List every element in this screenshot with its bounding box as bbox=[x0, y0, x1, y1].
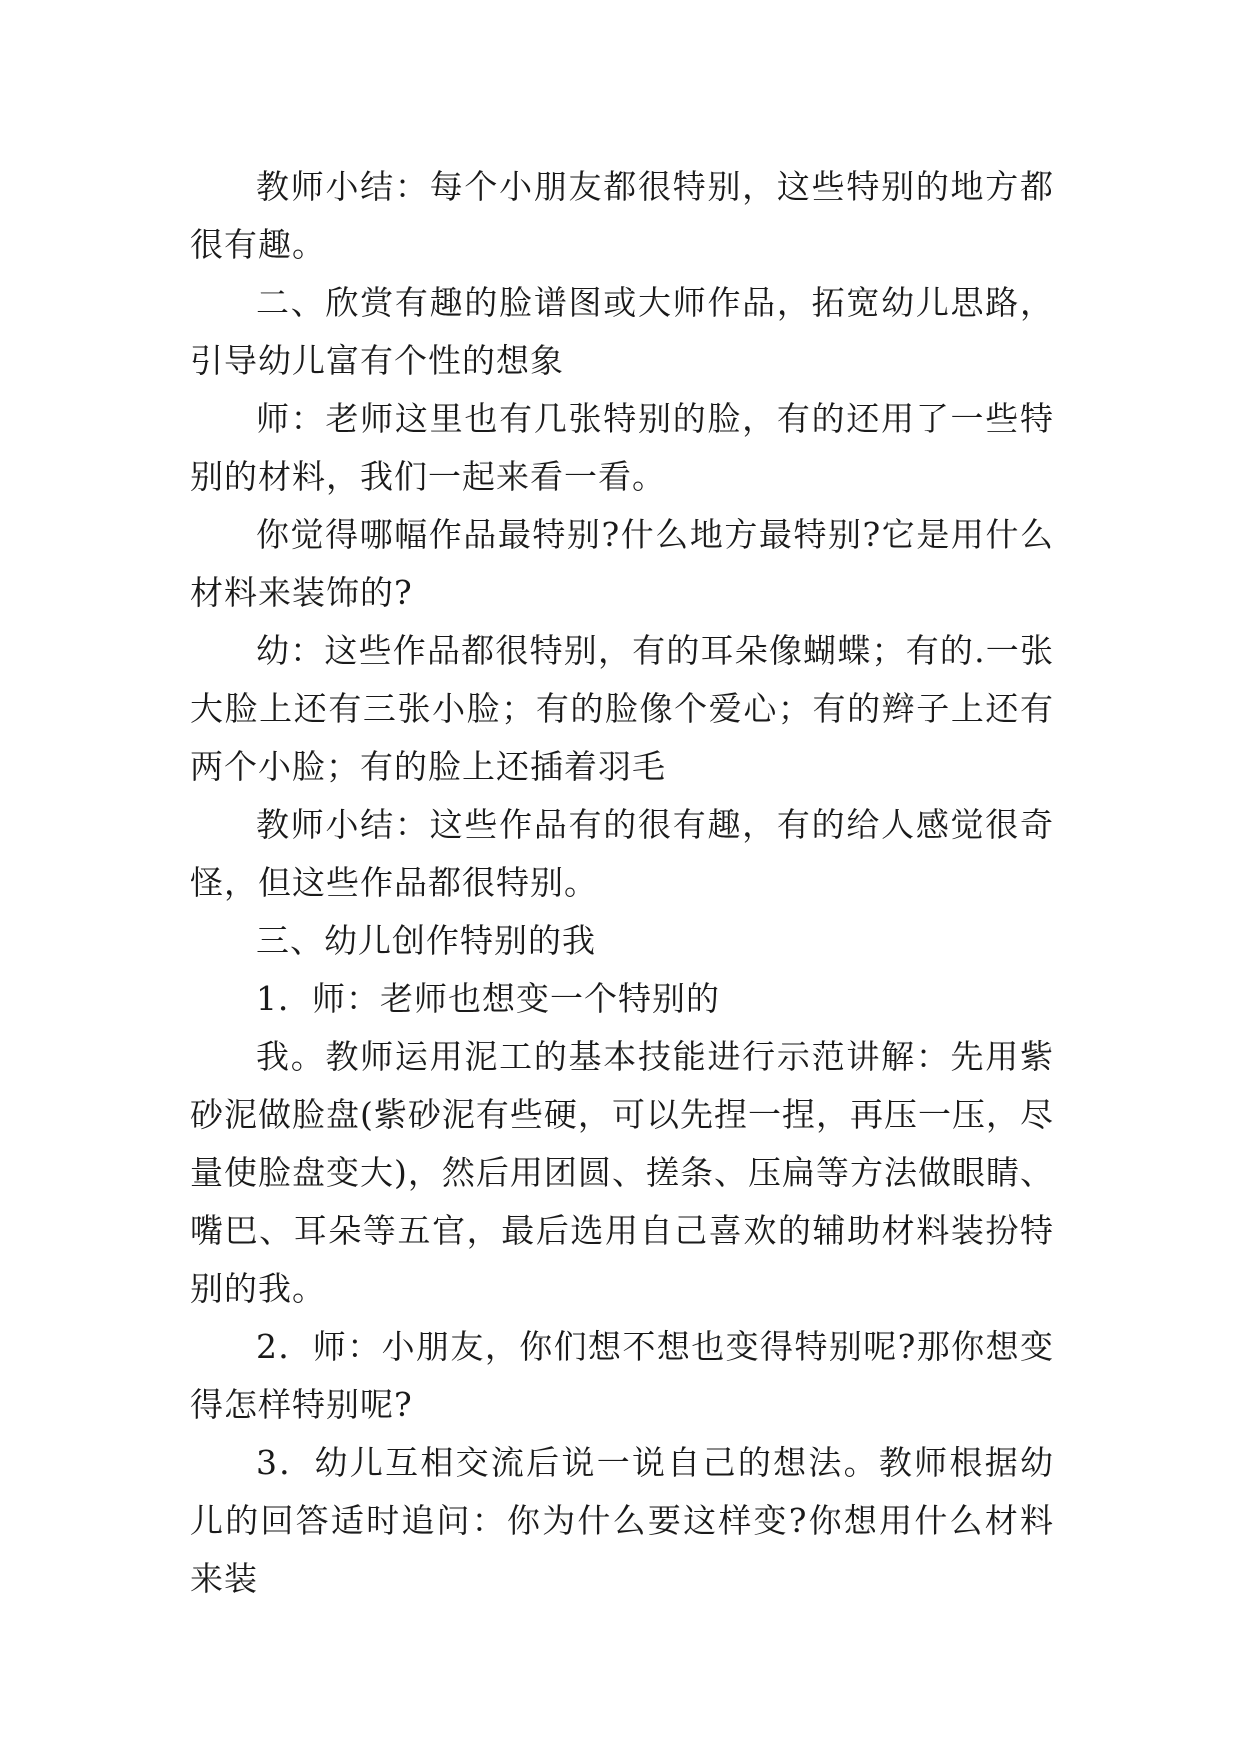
document-body bbox=[190, 158, 1054, 1608]
paragraph-teacher-intro: 师：老师这里也有几张特别的脸，有的还用了一些特别的材料，我们一起来看一看。 bbox=[190, 399, 1054, 496]
paragraph-section-two-heading: 二、欣赏有趣的脸谱图或大师作品，拓宽幼儿思路，引导幼儿富有个性的想象 bbox=[190, 283, 1054, 380]
paragraph-step-1: 1．师：老师也想变一个特别的 bbox=[256, 979, 720, 1018]
paragraph-demonstration: 我。教师运用泥工的基本技能进行示范讲解：先用紫砂泥做脸盘(紫砂泥有些硬，可以先捏一捏，再压一压，尽量使脸盘变大)，然后用团圆、搓条、压扁等方法做眼睛、嘴巴、耳朵等五官，最后选用自己喜欢的辅助材料装扮特别的我。 bbox=[190, 1037, 1054, 1308]
paragraph-step-3: 3．幼儿互相交流后说一说自己的想法。教师根据幼儿的回答适时追问：你为什么要这样变?你想用什么材料来装 bbox=[190, 1443, 1054, 1598]
paragraph-child-answer: 幼：这些作品都很特别，有的耳朵像蝴蝶；有的.一张大脸上还有三张小脸；有的脸像个爱心；有的辫子上还有两个小脸；有的脸上还插着羽毛 bbox=[190, 631, 1054, 786]
paragraph-section-three-heading: 三、幼儿创作特别的我 bbox=[256, 921, 596, 960]
paragraph-step-2: 2．师：小朋友，你们想不想也变得特别呢?那你想变得怎样特别呢? bbox=[190, 1327, 1054, 1424]
paragraph-question: 你觉得哪幅作品最特别?什么地方最特别?它是用什么材料来装饰的? bbox=[190, 515, 1054, 612]
paragraph-teacher-summary-2: 教师小结：这些作品有的很有趣，有的给人感觉很奇怪，但这些作品都很特别。 bbox=[190, 805, 1054, 902]
paragraph-teacher-summary-1: 教师小结：每个小朋友都很特别，这些特别的地方都很有趣。 bbox=[190, 167, 1054, 264]
